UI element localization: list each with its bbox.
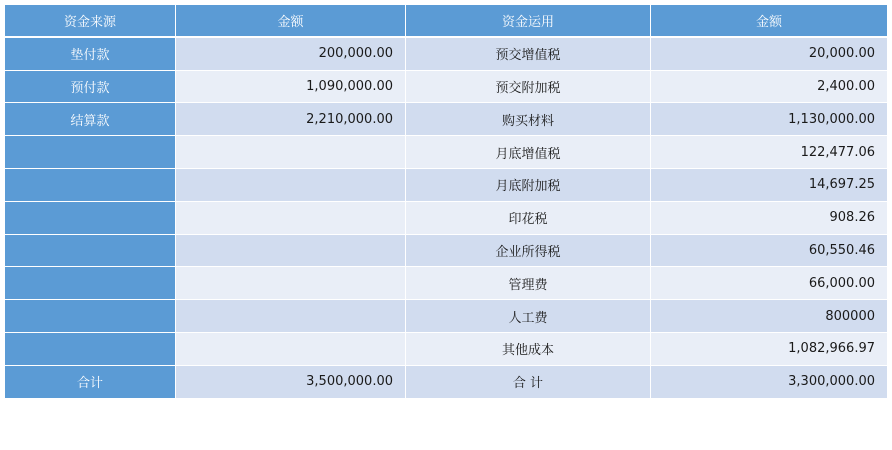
source-amount-cell [176,202,406,235]
source-label: 预付款 [70,80,110,96]
source-amount-cell [176,38,406,71]
source-amount-cell [176,300,406,333]
header-source-amount [176,5,406,38]
use-amount-cell [651,333,887,366]
use-amount-cell [651,300,887,333]
use-cell [406,103,651,136]
use-amount: 122,477.06 [800,144,875,160]
use-cell [406,71,651,104]
header-source-amount-label: 金额 [277,14,304,30]
use-label: 购买材料 [501,113,554,129]
source-cell [5,136,176,169]
use-cell [406,300,651,333]
use-amount: 14,697.25 [808,177,875,193]
header-use-amount [651,5,887,38]
source-amount-cell [176,333,406,366]
source-amount: 200,000.00 [318,46,393,62]
use-amount: 908.26 [829,210,875,226]
source-amount-cell [176,169,406,202]
header-use-amount-label: 金额 [755,14,782,30]
use-label: 企业所得税 [495,244,561,260]
use-amount: 60,550.46 [808,242,875,258]
use-cell [406,333,651,366]
source-cell [5,300,176,333]
total-use-cell [406,366,651,399]
use-label: 人工费 [508,310,548,326]
use-amount-cell [651,169,887,202]
use-amount-cell [651,71,887,104]
total-use-amount-cell [651,366,887,399]
use-amount-cell [651,136,887,169]
header-fund-use-label: 资金运用 [501,14,554,30]
use-amount: 1,130,000.00 [788,111,875,127]
source-label: 结算款 [70,113,110,129]
source-amount-cell [176,267,406,300]
total-source-label: 合计 [76,376,103,392]
source-cell [5,267,176,300]
use-label: 月底增值税 [495,146,561,162]
source-label: 垫付款 [70,48,110,64]
source-cell [5,71,176,104]
header-fund-source [5,5,176,38]
use-label: 预交增值税 [495,48,561,64]
use-cell [406,267,651,300]
total-source-amount-cell [176,366,406,399]
use-cell [406,169,651,202]
total-use-label: 合 计 [512,376,544,392]
use-amount-cell [651,202,887,235]
use-label: 管理费 [508,277,548,293]
use-cell [406,38,651,71]
source-amount: 1,090,000.00 [306,78,393,94]
use-amount-cell [651,235,887,268]
source-amount: 2,210,000.00 [306,111,393,127]
source-cell [5,169,176,202]
source-cell [5,202,176,235]
use-label: 月底附加税 [495,179,561,195]
use-label: 其他成本 [501,343,554,359]
header-fund-use [406,5,651,38]
source-amount-cell [176,136,406,169]
use-amount: 2,400.00 [817,78,875,94]
total-source-amount: 3,500,000.00 [306,374,393,390]
source-amount-cell [176,71,406,104]
use-amount: 66,000.00 [808,275,875,291]
header-fund-source-label: 资金来源 [63,14,116,30]
use-label: 预交附加税 [495,80,561,96]
total-source-cell [5,366,176,399]
use-cell [406,136,651,169]
use-cell [406,235,651,268]
use-amount-cell [651,38,887,71]
source-cell [5,103,176,136]
use-label: 印花税 [508,212,548,228]
use-amount-cell [651,103,887,136]
source-amount-cell [176,103,406,136]
use-cell [406,202,651,235]
source-cell [5,235,176,268]
use-amount: 1,082,966.97 [788,341,875,357]
fund-table [5,5,887,399]
source-amount-cell [176,235,406,268]
use-amount: 800000 [825,308,875,324]
use-amount: 20,000.00 [808,46,875,62]
total-use-amount: 3,300,000.00 [788,374,875,390]
source-cell [5,333,176,366]
use-amount-cell [651,267,887,300]
source-cell [5,38,176,71]
